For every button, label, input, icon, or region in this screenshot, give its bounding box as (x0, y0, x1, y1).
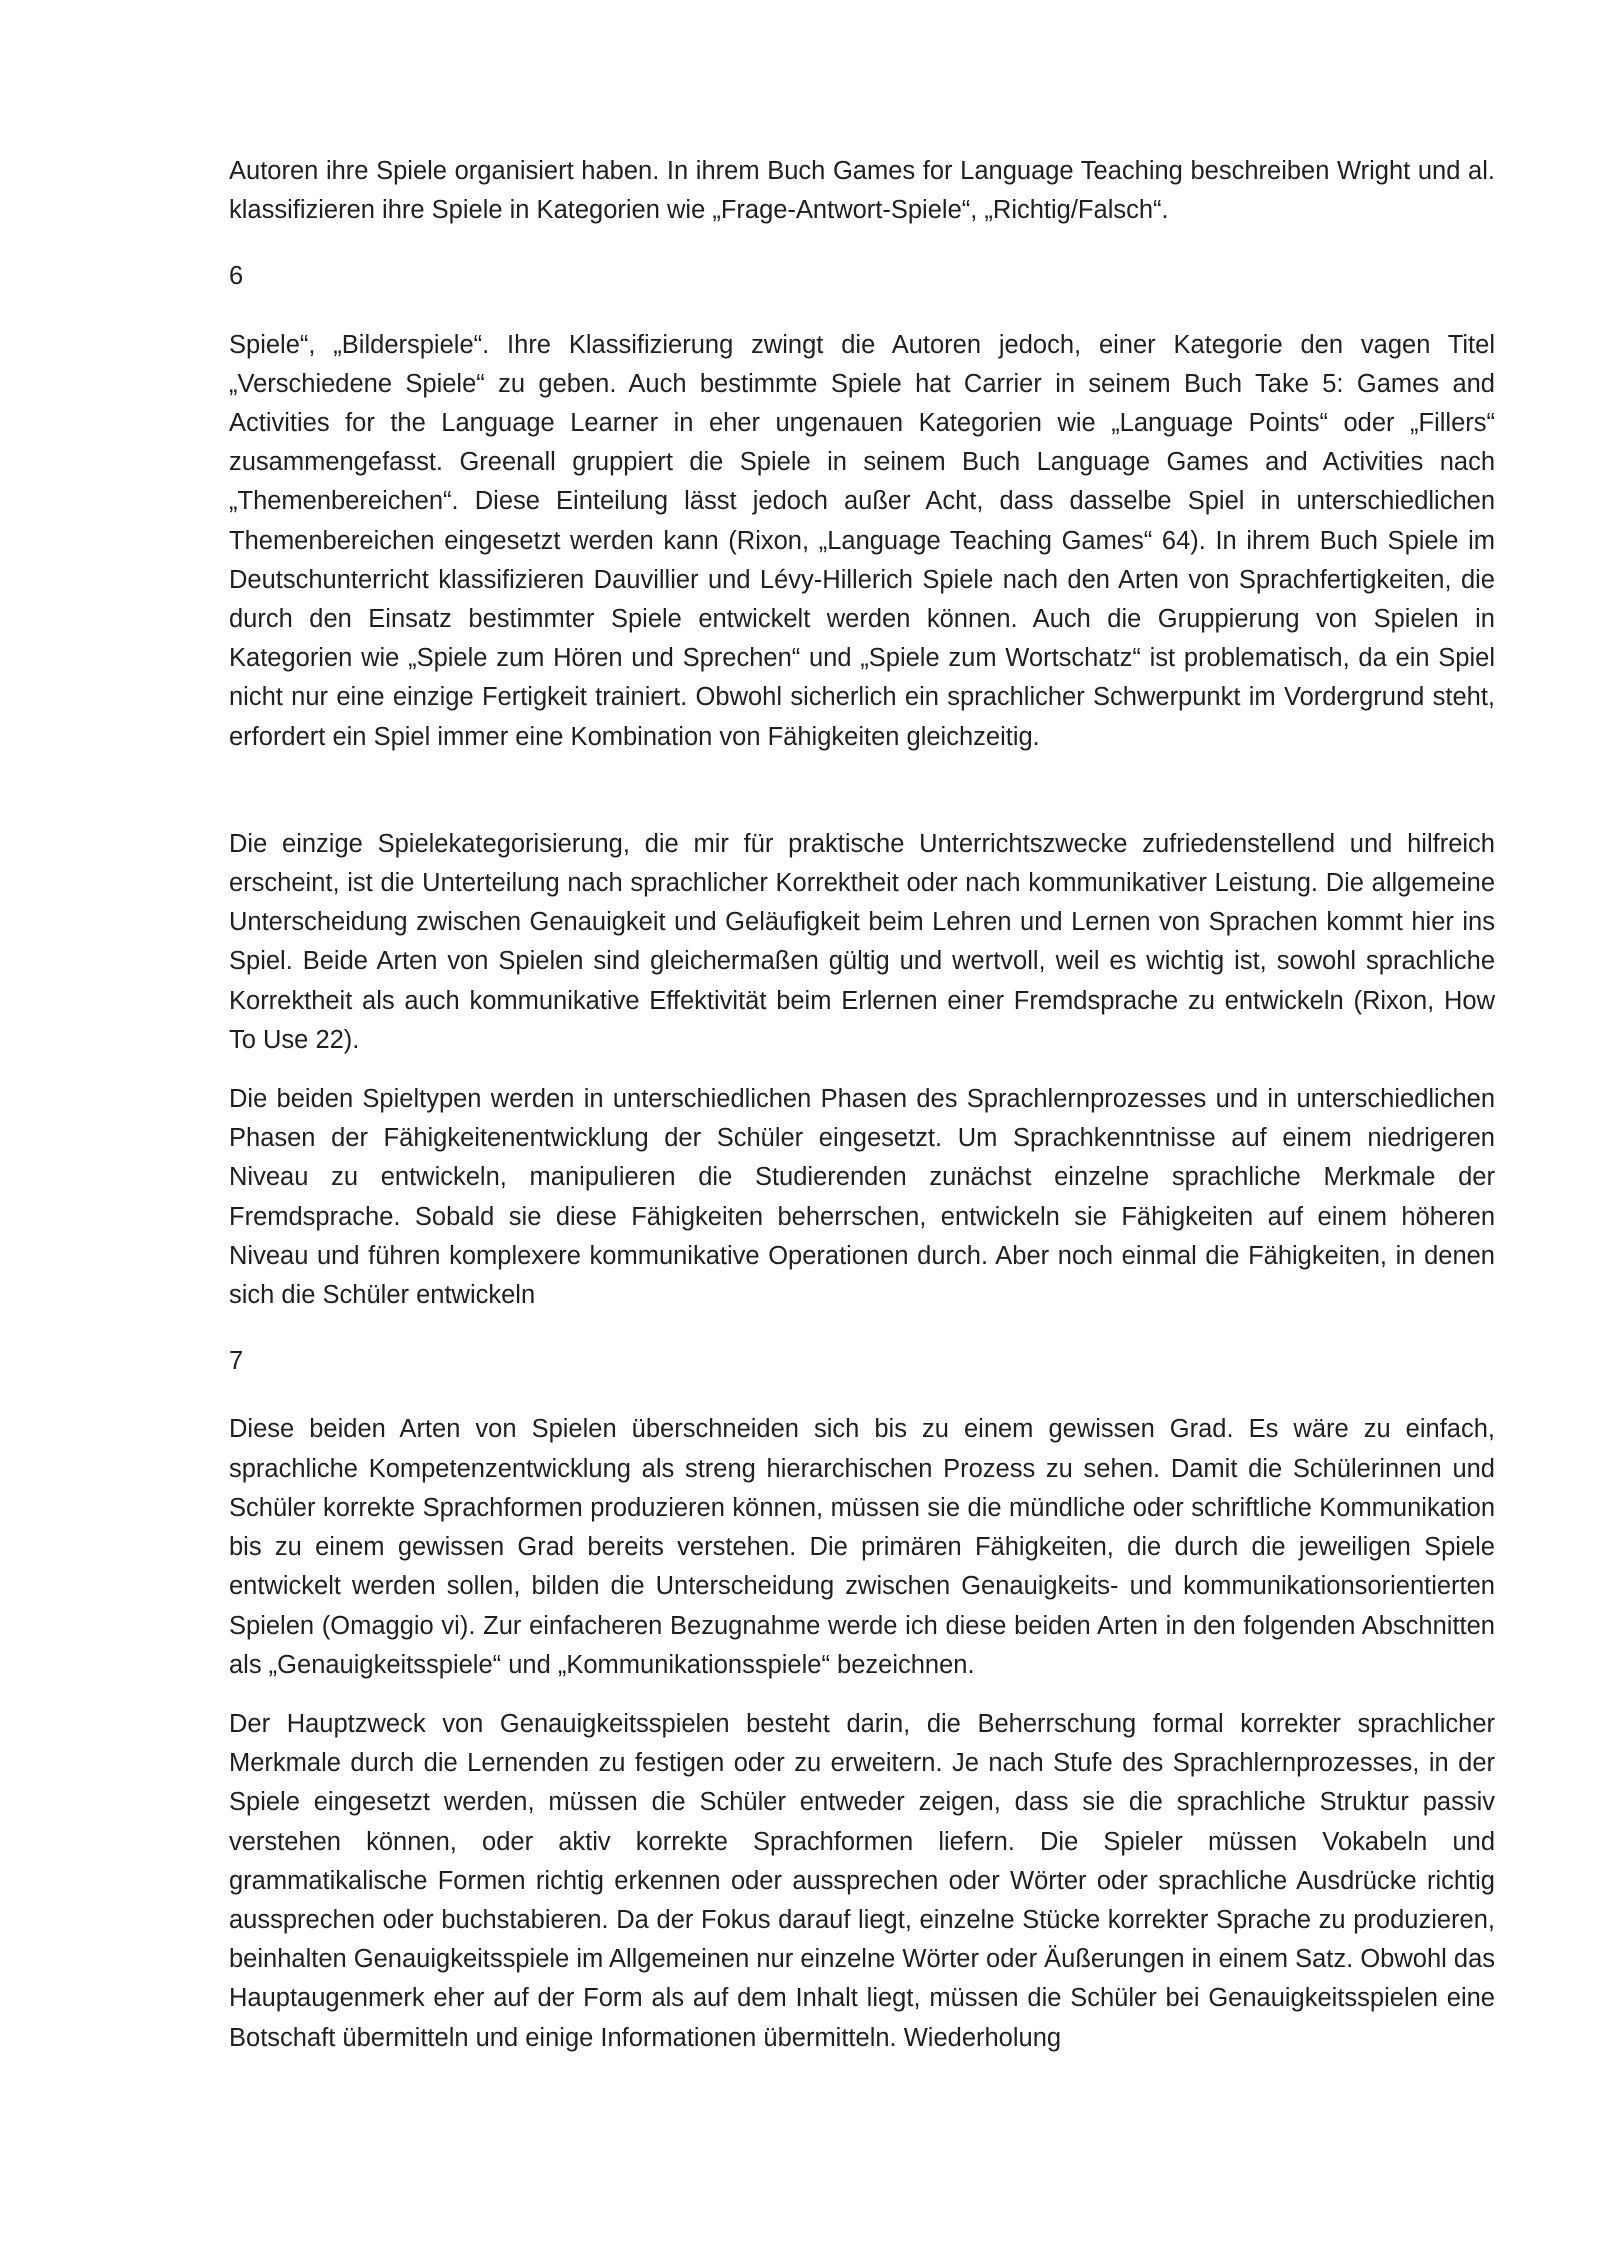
page-number-6: 6 (229, 262, 244, 291)
paragraph-game-categories-critique: Spiele“, „Bilderspiele“. Ihre Klassifizierung zwingt die Autoren jedoch, einer Kategorie den vagen Titel „Verschiedene Spiele“ zu geben. Auch bestimmte Spiele hat Carrier in seinem Buch Take 5: Games and Activities for the Language Learner in eher ungenauen Kategorien wie „Language Points“ oder „Fillers“ zusammengefasst. Greenall gruppiert die Spiele in seinem Buch Language Games and Activities nach „Themenbereichen“. Diese Einteilung lässt jedoch außer Acht, dass dasselbe Spiel in unterschiedlichen Themenbereichen eingesetzt werden kann (Rixon, „Language Teaching Games“ 64). In ihrem Buch Spiele im Deutschunterricht klassifizieren Dauvillier und Lévy-Hillerich Spiele nach den Arten von Sprachfertigkeiten, die durch den Einsatz bestimmter Spiele entwickelt werden können. Auch die Gruppierung von Spielen in Kategorien wie „Spiele zum Hören und Sprechen“ und „Spiele zum Wortschatz“ ist problematisch, da ein Spiel nicht nur eine einzige Fertigkeit trainiert. Obwohl sicherlich ein sprachlicher Schwerpunkt im Vordergrund steht, erfordert ein Spiel immer eine Kombination von Fähigkeiten gleichzeitig. (229, 330, 1495, 751)
paragraph-accuracy-games-purpose: Der Hauptzweck von Genauigkeitsspielen besteht darin, die Beherrschung formal korrekter sprachlicher Merkmale durch die Lernenden zu festigen oder zu erweitern. Je nach Stufe des Sprachlernprozesses, in der Spiele eingesetzt werden, müssen die Schüler entweder zeigen, dass sie die sprachliche Struktur passiv verstehen können, oder aktiv korrekte Sprachformen liefern. Die Spieler müssen Vokabeln und grammatikalische Formen richtig erkennen oder aussprechen oder Wörter oder sprachliche Ausdrücke richtig aussprechen oder buchstabieren. Da der Fokus darauf liegt, einzelne Stücke korrekter Sprache zu produzieren, beinhalten Genauigkeitsspiele im Allgemeinen nur einzelne Wörter oder Äußerungen in einem Satz. Obwohl das Hauptaugenmerk eher auf der Form als auf dem Inhalt liegt, müssen die Schüler bei Genauigkeitsspielen eine Botschaft übermitteln und einige Informationen übermitteln. Wiederholung (229, 1709, 1495, 2052)
paragraph-game-classifications-intro: Autoren ihre Spiele organisiert haben. In ihrem Buch Games for Language Teaching beschreiben Wright und al. klassifizieren ihre Spiele in Kategorien wie „Frage-Antwort-Spiele“, „Richtig/Falsch“. (229, 157, 1495, 225)
paragraph-overlap-of-game-types: Diese beiden Arten von Spielen überschneiden sich bis zu einem gewissen Grad. Es wäre zu einfach, sprachliche Kompetenzentwicklung als streng hierarchischen Prozess zu sehen. Damit die Schülerinnen und Schüler korrekte Sprachformen produzieren können, müssen sie die mündliche oder schriftliche Kommunikation bis zu einem gewissen Grad bereits verstehen. Die primären Fähigkeiten, die durch die jeweiligen Spiele entwickelt werden sollen, bilden die Unterscheidung zwischen Genauigkeits- und kommunikationsorientierten Spielen (Omaggio vi). Zur einfacheren Bezugnahme werde ich diese beiden Arten in den folgenden Abschnitten als „Genauigkeitsspiele“ und „Kommunikationsspiele“ bezeichnen. (229, 1415, 1495, 1679)
paragraph-game-types-phases: Die beiden Spieltypen werden in unterschiedlichen Phasen des Sprachlernprozesses und in unterschiedlichen Phasen der Fähigkeitenentwicklung der Schüler eingesetzt. Um Sprachkenntnisse auf einem niedrigeren Niveau zu entwickeln, manipulieren die Studierenden zunächst einzelne sprachliche Merkmale der Fremdsprache. Sobald sie diese Fähigkeiten beherrschen, entwickeln sie Fähigkeiten auf einem höheren Niveau und führen komplexere kommunikative Operationen durch. Aber noch einmal die Fähigkeiten, in denen sich die Schüler entwickeln (229, 1085, 1495, 1310)
paragraph-accuracy-fluency-distinction: Die einzige Spielekategorisierung, die mir für praktische Unterrichtszwecke zufriedenstellend und hilfreich erscheint, ist die Unterteilung nach sprachlicher Korrektheit oder nach kommunikativer Leistung. Die allgemeine Unterscheidung zwischen Genauigkeit und Geläufigkeit beim Lehren und Lernen von Sprachen kommt hier ins Spiel. Beide Arten von Spielen sind gleichermaßen gültig und wertvoll, weil es wichtig ist, sowohl sprachliche Korrektheit als auch kommunikative Effektivität beim Erlernen einer Fremdsprache zu entwickeln (Rixon, How To Use 22). (229, 829, 1495, 1054)
page-number-7: 7 (229, 1347, 244, 1376)
document-body (229, 152, 1495, 2058)
